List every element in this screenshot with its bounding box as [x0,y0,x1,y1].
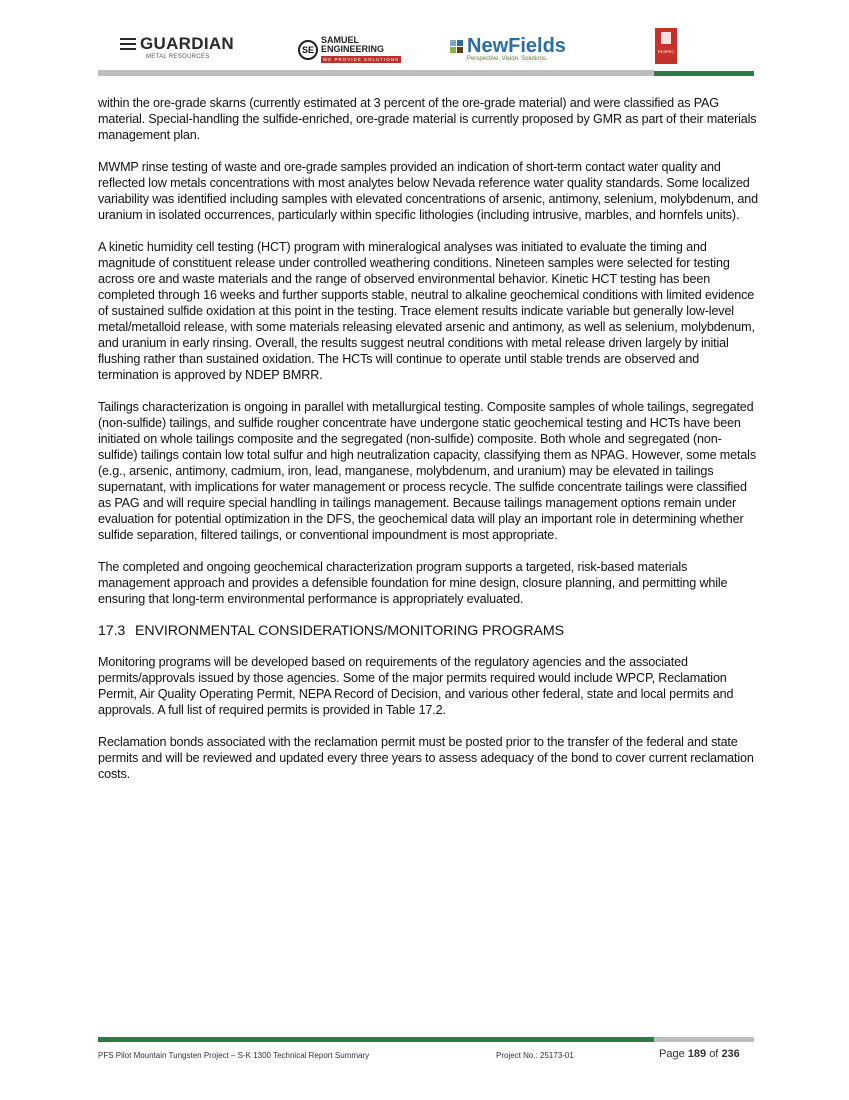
page-prefix: Page [659,1048,685,1060]
guardian-lines-icon [120,38,136,50]
respec-mark-icon [661,32,671,44]
header-rule-gray [98,70,654,76]
guardian-name: GUARDIAN [140,34,235,53]
paragraph-kinetic-hct: A kinetic humidity cell testing (HCT) program with mineralogical analyses was initiated to evaluate the timing and magnitude of constituent release under controlled weathering conditions. Nineteen samples were selected for testing across ore and waste materials and the range of observed environmental behavior. Kinetic HCT testing has been completed through 16 weeks and further supports stable, neutral to alkaline geochemical conditions with limited evidence of sustained sulfide oxidation at this point in the testing. Trace element results indicate variable but generally low-level metal/metalloid release, with some materials releasing elevated arsenic and antimony, as well as selenium, molybdenum, and uranium in early rinsing. Overall, the results suggest neutral conditions with metal release driven largely by initial flushing rather than sustained oxidation. The HCTs will continue to operate until stable trends are observed and termination is approved by NDEP BMRR. [98,240,755,382]
footer-rule-gray [654,1037,754,1042]
paragraph-mwmp-rinse: MWMP rinse testing of waste and ore-grade samples provided an indication of short-term contact water quality and reflected low metals concentrations with most analytes below Nevada reference water quality standards. Some localized variability was identified including samples with elevated concentrations of arsenic, antimony, selenium, molybdenum, and uranium in isolated occurrences, particularly within specific lithologies (including intrusive, marbles, and hornfels units). [98,160,758,222]
page-body [98,95,758,798]
newfields-logo [450,36,566,62]
newfields-tagline: Perspective. Vision. Solutions. [467,56,548,62]
samuel-line2: ENGINEERING [321,44,385,54]
paragraph-ore-skarns: within the ore-grade skarns (currently estimated at 3 percent of the ore-grade material) and were classified as PAG material. Special-handling the sulfide-enriched, ore-grade material is currently proposed by GMR as part of their materials management plan. [98,96,757,142]
guardian-subtitle: METAL RESOURCES [146,54,210,60]
paragraph-monitoring: Monitoring programs will be developed based on requirements of the regulatory agencies and the associated permits/approvals issued by those agencies. Some of the major permits required would include WPCP, Reclamation Permit, Air Quality Operating Permit, NEPA Record of Decision, and various other federal, state and local permits and approvals. A full list of required permits is provided in Table 17.2. [98,655,734,717]
se-badge: SE [298,40,318,60]
page-footer [98,1048,758,1064]
newfields-squares-icon [450,40,463,53]
newfields-name: NewFields [467,35,566,57]
page-total: 236 [721,1048,740,1060]
paragraph-tailings: Tailings characterization is ongoing in parallel with metallurgical testing. Composite samples of whole tailings, segregated (non-sulfide) tailings, and sulfide rougher concentrate have undergone static geochemical testing and HCTs have been initiated on whole tailings composite and the segregated (non-sulfide) composite. Both whole and segregated (non-sulfide) tailings contain low total sulfur and high neutralization capacity, classifying them as NPAG. However, some metals (e.g., arsenic, antimony, cadmium, iron, lead, manganese, molybdenum, and uranium) may be elevated in tailings supernatant, with implications for water management or process recycle. The sulfide concentrate tailings were classified as PAG and will require special handling in tailings management. Because tailings management options remain under evaluation for potential optimization in the DFS, the geochemical data will play an important role in determining whether sulfide separation, filtered tailings, or conventional impoundment is most appropriate. [98,400,756,542]
footer-project-number: Project No.: 25173-01 [496,1051,574,1060]
header-rule-green [654,71,754,76]
guardian-logo [120,34,234,60]
section-heading [98,623,758,639]
respec-logo [655,28,677,64]
page-of: of [709,1048,719,1060]
paragraph-reclamation-bonds: Reclamation bonds associated with the reclamation permit must be posted prior to the transfer of the federal and state permits and will be reviewed and updated every three years to assess adequacy of the bond to cover current reclamation costs. [98,735,754,781]
section-number: 17.3 [98,623,126,639]
respec-name: RESPEC [657,49,675,54]
section-title: ENVIRONMENTAL CONSIDERATIONS/MONITORING PROGRAMS [135,623,565,639]
samuel-engineering-logo [298,36,401,63]
paragraph-summary: The completed and ongoing geochemical characterization program supports a targeted, risk-based materials management approach and provides a defensible foundation for mine design, closure planning, and permitting while ensuring that long-term environmental performance is appropriately evaluated. [98,560,728,606]
footer-rule-green [98,1037,654,1042]
page-current: 189 [687,1048,707,1060]
footer-page-number [659,1048,740,1060]
footer-report-title: PFS Pilot Mountain Tungsten Project – S-K 1300 Technical Report Summary [98,1051,370,1060]
samuel-tagline: WE PROVIDE SOLUTIONS [323,57,400,62]
samuel-line1: SAMUEL [321,35,359,45]
